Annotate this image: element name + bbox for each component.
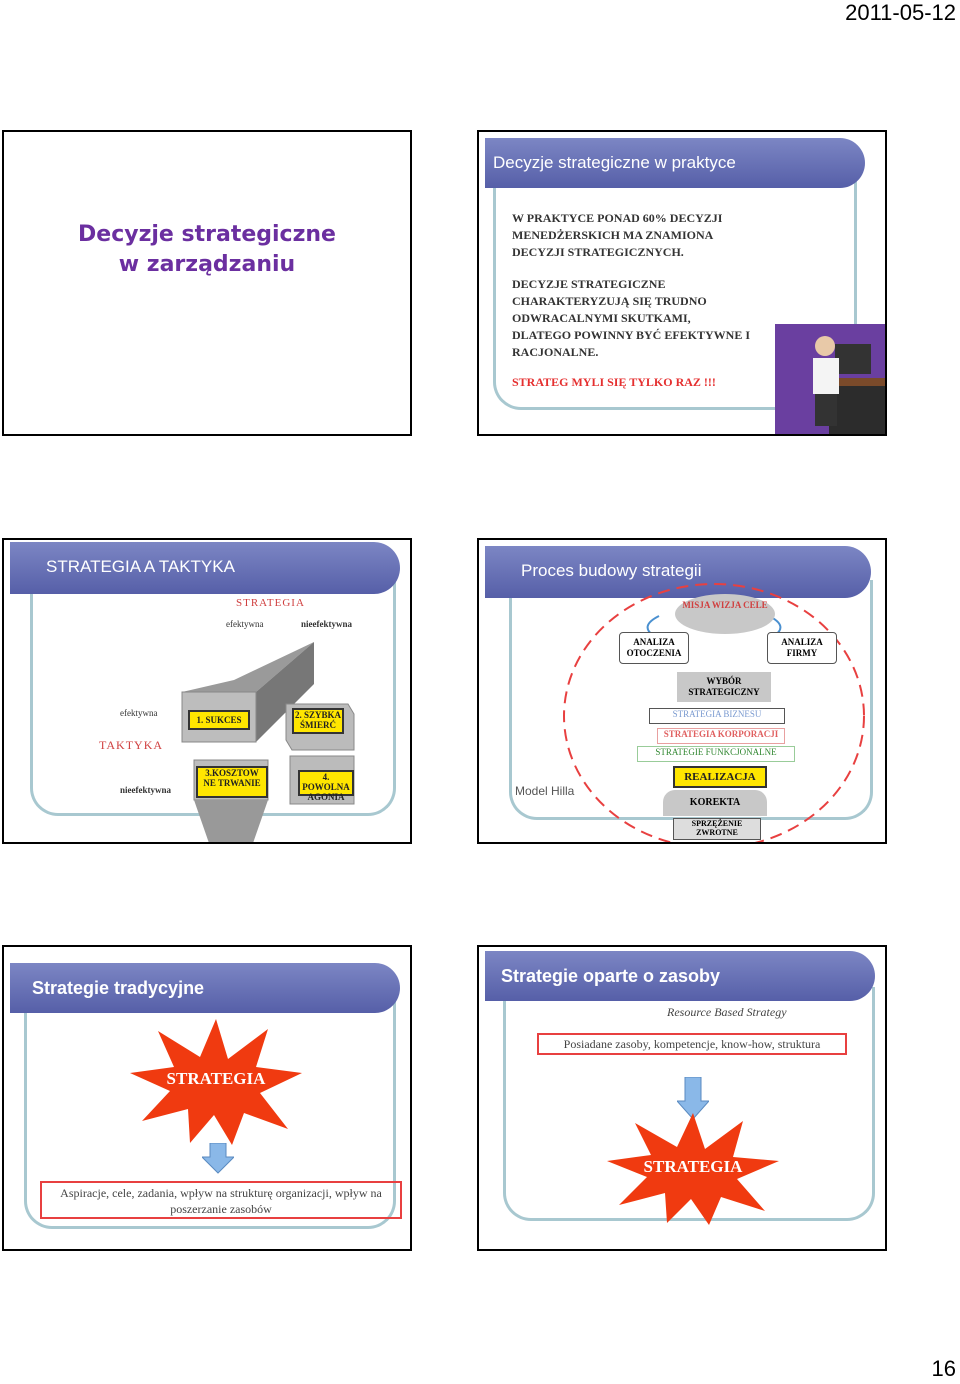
down-arrow-icon xyxy=(202,1143,234,1175)
analiza-firmy-box: ANALIZA FIRMY xyxy=(767,632,837,664)
nieefektywna-top-label: nieefektywna xyxy=(301,619,352,629)
realizacja-box: REALIZACJA xyxy=(673,766,767,788)
wybor-strategiczny-box: WYBÓR STRATEGICZNY xyxy=(677,672,771,702)
funnel-diagram xyxy=(174,640,364,844)
quadrant-powolna-agonia: 4. POWOLNA AGONIA xyxy=(298,770,354,796)
korekta-box: KOREKTA xyxy=(663,790,767,816)
slide-banner: Strategie tradycyjne xyxy=(10,963,400,1013)
slide-banner: STRATEGIA A TAKTYKA xyxy=(10,542,400,594)
strategie-funkcjonalne-box: STRATEGIE FUNKCJONALNE xyxy=(637,746,795,762)
misja-wizja-cele: MISJA WIZJA CELE xyxy=(675,594,775,634)
subtitle-rbs: Resource Based Strategy xyxy=(667,1005,787,1019)
slide-resource-strategies xyxy=(477,945,887,1251)
strategia-star-label: STRATEGIA xyxy=(166,1069,266,1088)
paragraph-1: W PRAKTYCE PONAD 60% DECYZJI MENEDŻERSKICH MA ZNAMIONA DECYZJI STRATEGICZNYCH. xyxy=(512,211,723,259)
aspiracje-box: Aspiracje, cele, zadania, wpływ na strukturę organizacji, wpływ na poszerzanie zasobów xyxy=(40,1181,402,1219)
slide-decisions-practice xyxy=(477,130,887,436)
nieefektywna-left-label: nieefektywna xyxy=(120,785,171,795)
strategia-label: STRATEGIA xyxy=(236,597,305,609)
strategia-korporacji-box: STRATEGIA KORPORACJI xyxy=(657,728,785,744)
title-line-2: w zarządzaniu xyxy=(118,252,296,277)
efektywna-left-label: efektywna xyxy=(120,708,158,718)
dilbert-figure-image xyxy=(775,324,887,436)
sprzezenie-zwrotne-box: SPRZĘŻENIE ZWROTNE xyxy=(673,818,761,840)
slide-traditional-strategies xyxy=(2,945,412,1251)
slide-strategy-tactics xyxy=(2,538,412,844)
strategia-biznesu-box: STRATEGIA BIZNESU xyxy=(649,708,785,724)
zasoby-box: Posiadane zasoby, kompetencje, know-how, struktura xyxy=(537,1033,847,1055)
title-line-1: Decyzje strategiczne xyxy=(78,222,336,247)
paragraph-2: DECYZJE STRATEGICZNE CHARAKTERYZUJĄ SIĘ TRUDNO ODWRACALNYMI SKUTKAMI, DLATEGO POWINNY BYĆ EFEKTYWNE I RACJONALNE. xyxy=(512,277,751,359)
warning-text: STRATEG MYLI SIĘ TYLKO RAZ !!! xyxy=(512,375,716,389)
slide-banner: Proces budowy strategii xyxy=(485,546,871,598)
slide-title xyxy=(2,130,412,436)
page-number: 16 xyxy=(931,1356,956,1381)
slide-banner: Strategie oparte o zasoby xyxy=(485,951,875,1001)
slide-strategy-building xyxy=(477,538,887,844)
slide-title-text xyxy=(4,220,410,280)
quadrant-szybka-smierc: 2. SZYBKA ŚMIERĆ xyxy=(292,708,344,734)
efektywna-top-label: efektywna xyxy=(226,619,264,629)
taktyka-label: TAKTYKA xyxy=(99,738,164,752)
analiza-otoczenia-box: ANALIZA OTOCZENIA xyxy=(619,632,689,664)
date-header: 2011-05-12 xyxy=(845,0,956,25)
slide-banner: Decyzje strategiczne w praktyce xyxy=(485,138,865,188)
quadrant-kosztowne-trwanie: 3.KOSZTOW NE TRWANIE xyxy=(196,766,268,798)
strategia-star-label: STRATEGIA xyxy=(643,1157,743,1176)
model-hilla-label: Model Hilla xyxy=(515,784,575,798)
quadrant-sukces: 1. SUKCES xyxy=(188,710,250,730)
